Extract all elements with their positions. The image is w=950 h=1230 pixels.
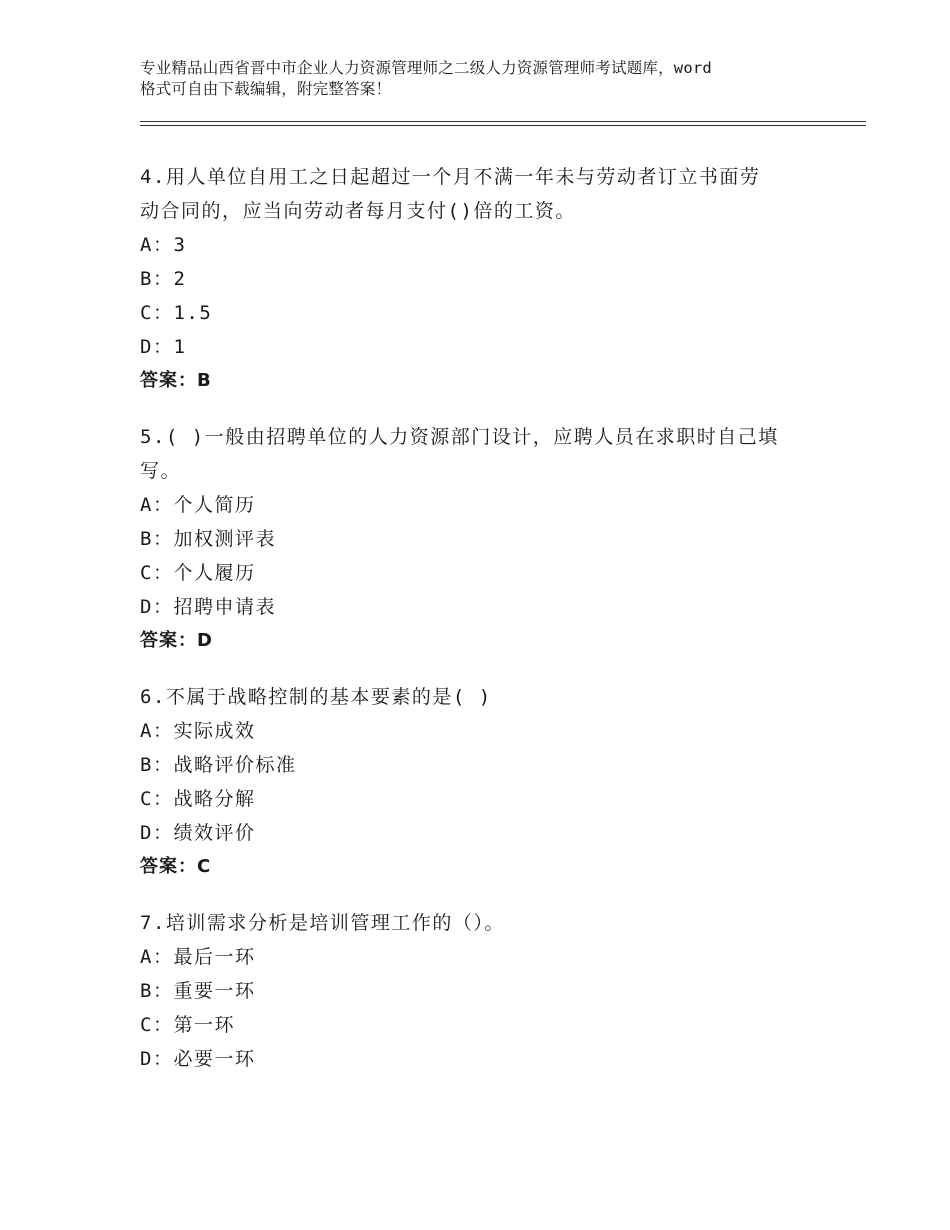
header-divider-bottom — [140, 125, 866, 126]
question-list — [140, 160, 820, 1098]
question-text-line-1: 7.培训需求分析是培训管理工作的（）。 — [140, 912, 505, 934]
answer: 答案：C — [140, 856, 212, 877]
option-c: C：1.5 — [140, 302, 213, 324]
option-a: A：3 — [140, 234, 187, 256]
question-text-line-1: 5.( )一般由招聘单位的人力资源部门设计，应聘人员在求职时自己填 — [140, 426, 779, 448]
option-a: A：个人简历 — [140, 494, 256, 516]
option-b: B：重要一环 — [140, 980, 256, 1002]
header-line-2: 格式可自由下载编辑，附完整答案！ — [140, 80, 392, 98]
header-divider-top — [140, 121, 866, 122]
option-c: C：第一环 — [140, 1014, 235, 1036]
option-b: B：战略评价标准 — [140, 754, 297, 776]
option-d: D：1 — [140, 336, 187, 358]
option-a: A：实际成效 — [140, 720, 256, 742]
option-a: A：最后一环 — [140, 946, 256, 968]
option-b: B：加权测评表 — [140, 528, 276, 550]
option-d: D：绩效评价 — [140, 822, 256, 844]
question-text-line-1: 4.用人单位自用工之日起超过一个月不满一年未与劳动者订立书面劳 — [140, 166, 761, 188]
option-c: C：战略分解 — [140, 788, 256, 810]
option-c: C：个人履历 — [140, 562, 256, 584]
question-text-line-2: 动合同的，应当向劳动者每月支付()倍的工资。 — [140, 200, 576, 222]
option-d: D：招聘申请表 — [140, 596, 276, 618]
question-6 — [140, 680, 820, 884]
document-header — [140, 58, 830, 100]
question-7 — [140, 906, 820, 1076]
question-text-line-1: 6.不属于战略控制的基本要素的是( ) — [140, 686, 492, 708]
header-line-1: 专业精品山西省晋中市企业人力资源管理师之二级人力资源管理师考试题库，word — [140, 59, 712, 77]
option-d: D：必要一环 — [140, 1048, 256, 1070]
question-5 — [140, 420, 820, 658]
answer: 答案：B — [140, 370, 212, 391]
answer: 答案：D — [140, 630, 213, 651]
question-text-line-2: 写。 — [140, 460, 182, 482]
question-4 — [140, 160, 820, 398]
option-b: B：2 — [140, 268, 187, 290]
